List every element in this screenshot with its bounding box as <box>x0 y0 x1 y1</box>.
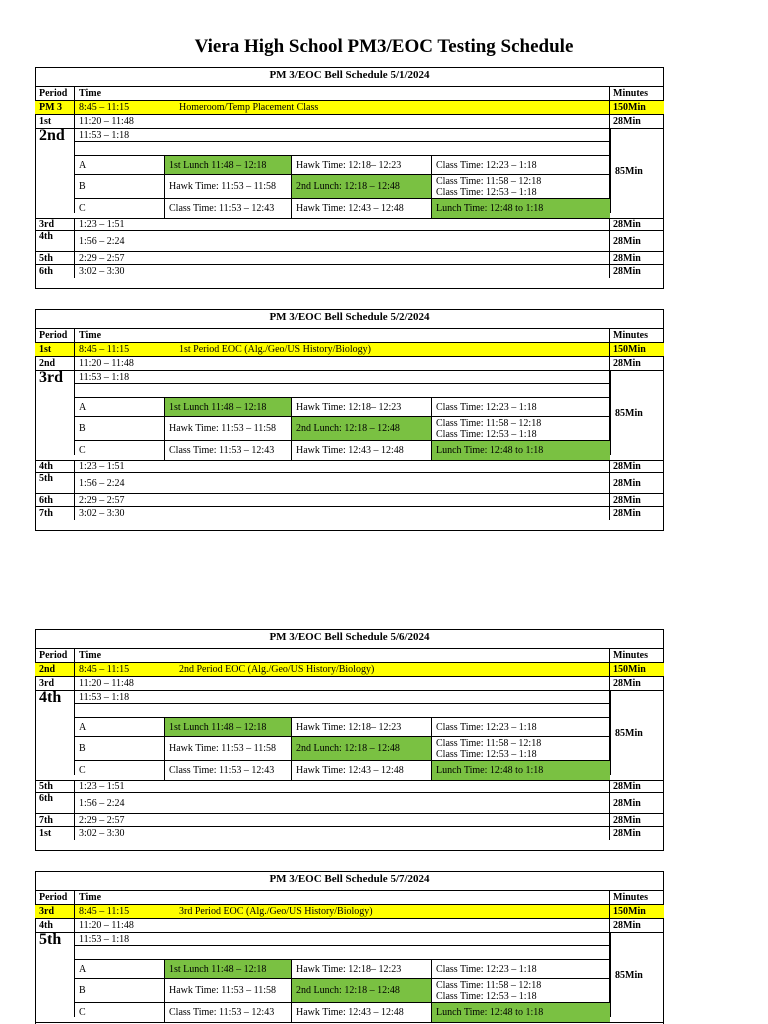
period-time: 11:53 – 1:18 <box>79 933 130 945</box>
lunch-cell <box>432 979 610 1002</box>
period-label: 1st <box>35 827 75 840</box>
period-time: 3:02 – 3:30 <box>75 827 610 840</box>
lunch-cell: 2nd Lunch: 12:18 – 12:48 <box>292 979 432 1002</box>
lunch-cell: Hawk Time: 11:53 – 11:58 <box>165 737 292 760</box>
time-header: Time <box>75 891 610 904</box>
lunch-row-b <box>75 737 610 761</box>
lunch-row-a <box>75 960 610 979</box>
period-minutes: 150Min <box>613 344 646 355</box>
page-title: Viera High School PM3/EOC Testing Schedule <box>194 36 574 57</box>
header-row <box>35 87 664 101</box>
period-row <box>35 473 664 494</box>
period-row <box>35 814 664 827</box>
lunch-cell: Class Time: 11:53 – 12:43 <box>165 199 292 218</box>
period-header: Period <box>35 329 75 342</box>
lunch-time-row <box>75 371 610 384</box>
highlighted-period-row <box>35 663 664 677</box>
period-minutes: 28Min <box>613 116 641 127</box>
period-label: PM 3 <box>35 101 75 114</box>
period-row <box>35 793 664 814</box>
period-label: 5th <box>35 780 75 792</box>
schedule-title: PM 3/EOC Bell Schedule 5/1/2024 <box>35 67 664 87</box>
lunch-label: A <box>75 156 165 174</box>
lunch-cell: 1st Lunch 11:48 – 12:18 <box>165 156 292 174</box>
period-row <box>35 231 664 252</box>
lunch-cell: 1st Lunch 11:48 – 12:18 <box>165 960 292 978</box>
lunch-cell: Hawk Time: 11:53 – 11:58 <box>165 979 292 1002</box>
lunch-cell: 2nd Lunch: 12:18 – 12:48 <box>292 417 432 440</box>
lunch-row-a <box>75 156 610 175</box>
period-time: 8:45 – 11:15 <box>75 343 610 356</box>
lunch-cell: Lunch Time: 12:48 to 1:18 <box>432 199 610 218</box>
period-label: 1st <box>35 343 75 356</box>
period-minutes: 28Min <box>613 358 641 369</box>
lunch-cell: 1st Lunch 11:48 – 12:18 <box>165 398 292 416</box>
period-label: 5th <box>35 252 75 264</box>
lunch-cell <box>432 175 610 198</box>
period-minutes: 150Min <box>613 102 646 113</box>
lunch-cell: 1st Lunch 11:48 – 12:18 <box>165 718 292 736</box>
lunch-row-c <box>75 441 610 460</box>
lunch-label: C <box>75 441 165 460</box>
period-label: 2nd <box>39 129 65 142</box>
period-note: Homeroom/Temp Placement Class <box>179 102 319 113</box>
lunch-cell: Hawk Time: 12:43 – 12:48 <box>292 441 432 460</box>
lunch-cell-line: Class Time: 11:58 – 12:18 <box>436 979 542 991</box>
schedule-title: PM 3/EOC Bell Schedule 5/2/2024 <box>35 309 664 329</box>
schedule-title: PM 3/EOC Bell Schedule 5/6/2024 <box>35 629 664 649</box>
period-time: 2:29 – 2:57 <box>75 814 610 826</box>
lunch-cell: 2nd Lunch: 12:18 – 12:48 <box>292 175 432 198</box>
period-label: 2nd <box>35 357 75 370</box>
lunch-label: C <box>75 1003 165 1022</box>
period-row <box>35 919 664 933</box>
period-minutes: 28Min <box>613 477 641 489</box>
lunch-cell: Class Time: 11:53 – 12:43 <box>165 1003 292 1022</box>
schedule-table <box>35 67 664 289</box>
lunch-cell <box>432 417 610 440</box>
time-header: Time <box>75 87 610 100</box>
period-minutes: 28Min <box>613 780 641 792</box>
period-label: 7th <box>35 814 75 826</box>
lunch-cell: Hawk Time: 12:18– 12:23 <box>292 960 432 978</box>
period-header: Period <box>35 891 75 904</box>
period-label: 3rd <box>39 371 63 384</box>
lunch-label: C <box>75 199 165 218</box>
lunch-cell-line: Class Time: 11:58 – 12:18 <box>436 737 542 749</box>
time-header: Time <box>75 649 610 662</box>
period-minutes: 28Min <box>613 920 641 931</box>
lunch-cell-line: Class Time: 11:58 – 12:18 <box>436 175 542 187</box>
period-row <box>35 115 664 129</box>
period-time: 1:56 – 2:24 <box>75 231 610 251</box>
period-row <box>35 494 664 507</box>
period-label: 6th <box>35 265 75 278</box>
lunch-cell: Class Time: 12:23 – 1:18 <box>436 401 537 413</box>
lunch-minutes: 85Min <box>610 933 664 1017</box>
blank-row <box>75 946 610 960</box>
schedule-table <box>35 871 664 1024</box>
minutes-header: Minutes <box>613 88 648 99</box>
lunch-label: B <box>75 737 165 760</box>
period-time: 1:56 – 2:24 <box>75 473 610 493</box>
period-label: 2nd <box>35 663 75 676</box>
lunch-cell: Class Time: 11:53 – 12:43 <box>165 761 292 780</box>
period-time: 1:56 – 2:24 <box>75 793 610 813</box>
lunch-cell <box>432 737 610 760</box>
lunch-cell: Hawk Time: 12:43 – 12:48 <box>292 761 432 780</box>
period-time: 3:02 – 3:30 <box>75 265 610 278</box>
lunch-label: A <box>75 718 165 736</box>
period-note: 1st Period EOC (Alg./Geo/US History/Biology) <box>179 344 371 355</box>
lunch-time-row <box>75 691 610 704</box>
period-row <box>35 252 664 265</box>
lunch-minutes: 85Min <box>610 691 664 775</box>
period-time: 1:23 – 1:51 <box>75 218 610 230</box>
period-label: 1st <box>35 115 75 128</box>
period-time: 11:20 – 11:48 <box>75 677 610 690</box>
lunch-cell: Class Time: 12:23 – 1:18 <box>436 721 537 733</box>
lunch-cell-line: Class Time: 11:58 – 12:18 <box>436 417 542 429</box>
period-label: 3rd <box>35 905 75 918</box>
lunch-row-a <box>75 718 610 737</box>
lunch-cell-line: Class Time: 12:53 – 1:18 <box>436 748 537 760</box>
lunch-cell-line: Class Time: 12:53 – 1:18 <box>436 990 537 1002</box>
lunch-cell: 2nd Lunch: 12:18 – 12:48 <box>292 737 432 760</box>
blank-row <box>75 704 610 718</box>
period-time: 11:53 – 1:18 <box>79 371 130 383</box>
period-minutes: 28Min <box>613 494 641 506</box>
period-time: 3:02 – 3:30 <box>75 507 610 520</box>
lunch-row-c <box>75 1003 610 1022</box>
lunch-cell: Hawk Time: 12:43 – 12:48 <box>292 199 432 218</box>
highlighted-period-row <box>35 905 664 919</box>
header-row <box>35 329 664 343</box>
lunch-cell: Hawk Time: 12:43 – 12:48 <box>292 1003 432 1022</box>
period-label: 4th <box>35 460 75 472</box>
highlighted-period-row <box>35 343 664 357</box>
period-row <box>35 460 664 473</box>
period-minutes: 28Min <box>613 678 641 689</box>
lunch-label: B <box>75 175 165 198</box>
lunch-cell-line: Class Time: 12:53 – 1:18 <box>436 186 537 198</box>
minutes-header: Minutes <box>613 650 648 661</box>
lunch-cell: Hawk Time: 12:18– 12:23 <box>292 398 432 416</box>
lunch-cell: Lunch Time: 12:48 to 1:18 <box>432 761 610 780</box>
period-time: 2:29 – 2:57 <box>75 494 610 506</box>
lunch-cell: Hawk Time: 12:18– 12:23 <box>292 718 432 736</box>
period-time: 1:23 – 1:51 <box>75 460 610 472</box>
minutes-header: Minutes <box>613 892 648 903</box>
lunch-label: B <box>75 417 165 440</box>
period-minutes: 28Min <box>613 218 641 230</box>
period-minutes: 150Min <box>613 906 646 917</box>
period-row <box>35 507 664 520</box>
lunch-cell: Class Time: 11:53 – 12:43 <box>165 441 292 460</box>
period-row <box>35 827 664 840</box>
period-time: 2:29 – 2:57 <box>75 252 610 264</box>
lunch-cell: Hawk Time: 11:53 – 11:58 <box>165 175 292 198</box>
lunch-block-divider <box>35 1022 664 1023</box>
period-minutes: 28Min <box>613 814 641 826</box>
lunch-time-row <box>75 129 610 142</box>
period-minutes: 28Min <box>613 460 641 472</box>
period-label: 4th <box>35 919 75 932</box>
period-time: 11:20 – 11:48 <box>75 357 610 370</box>
lunch-cell: Hawk Time: 12:18– 12:23 <box>292 156 432 174</box>
period-minutes: 28Min <box>613 508 641 519</box>
lunch-cell: Lunch Time: 12:48 to 1:18 <box>432 441 610 460</box>
period-label: 3rd <box>35 677 75 690</box>
period-row <box>35 265 664 278</box>
lunch-label: C <box>75 761 165 780</box>
period-header: Period <box>35 649 75 662</box>
time-header: Time <box>75 329 610 342</box>
period-label: 4th <box>35 231 75 251</box>
period-note: 3rd Period EOC (Alg./Geo/US History/Biology) <box>179 906 373 917</box>
lunch-row-c <box>75 761 610 780</box>
lunch-cell: Class Time: 12:23 – 1:18 <box>436 159 537 171</box>
lunch-row-a <box>75 398 610 417</box>
period-minutes: 28Min <box>613 252 641 264</box>
lunch-cell: Hawk Time: 11:53 – 11:58 <box>165 417 292 440</box>
period-time: 1:23 – 1:51 <box>75 780 610 792</box>
period-label: 6th <box>35 494 75 506</box>
period-row <box>35 357 664 371</box>
period-time: 8:45 – 11:15 <box>75 663 610 676</box>
lunch-row-c <box>75 199 610 218</box>
schedule-table <box>35 309 664 531</box>
lunch-minutes: 85Min <box>610 371 664 455</box>
lunch-label: A <box>75 960 165 978</box>
blank-row <box>75 384 610 398</box>
header-row <box>35 891 664 905</box>
period-note: 2nd Period EOC (Alg./Geo/US History/Biology) <box>179 664 375 675</box>
highlighted-period-row <box>35 101 664 115</box>
lunch-cell-line: Class Time: 12:53 – 1:18 <box>436 428 537 440</box>
period-time: 11:53 – 1:18 <box>79 129 130 141</box>
period-time: 11:20 – 11:48 <box>75 919 610 932</box>
period-time: 8:45 – 11:15 <box>75 905 610 918</box>
lunch-label: A <box>75 398 165 416</box>
header-row <box>35 649 664 663</box>
period-minutes: 28Min <box>613 828 641 839</box>
period-row <box>35 218 664 231</box>
lunch-time-row <box>75 933 610 946</box>
period-label: 4th <box>39 691 62 704</box>
period-header: Period <box>35 87 75 100</box>
period-label: 5th <box>39 933 62 946</box>
period-minutes: 28Min <box>613 235 641 247</box>
lunch-cell: Lunch Time: 12:48 to 1:18 <box>432 1003 610 1022</box>
blank-row <box>75 142 610 156</box>
period-minutes: 150Min <box>613 664 646 675</box>
lunch-cell: Class Time: 12:23 – 1:18 <box>436 963 537 975</box>
lunch-row-b <box>75 417 610 441</box>
lunch-row-b <box>75 979 610 1003</box>
period-minutes: 28Min <box>613 797 641 809</box>
period-time: 11:20 – 11:48 <box>75 115 610 128</box>
schedule-table <box>35 629 664 851</box>
period-label: 5th <box>35 473 75 493</box>
period-label: 7th <box>35 507 75 520</box>
period-time: 8:45 – 11:15 <box>75 101 610 114</box>
period-row <box>35 780 664 793</box>
lunch-row-b <box>75 175 610 199</box>
period-row <box>35 677 664 691</box>
period-label: 6th <box>35 793 75 813</box>
schedule-title: PM 3/EOC Bell Schedule 5/7/2024 <box>35 871 664 891</box>
lunch-label: B <box>75 979 165 1002</box>
minutes-header: Minutes <box>613 330 648 341</box>
period-minutes: 28Min <box>613 266 641 277</box>
lunch-minutes: 85Min <box>610 129 664 213</box>
period-label: 3rd <box>35 218 75 230</box>
period-time: 11:53 – 1:18 <box>79 691 130 703</box>
